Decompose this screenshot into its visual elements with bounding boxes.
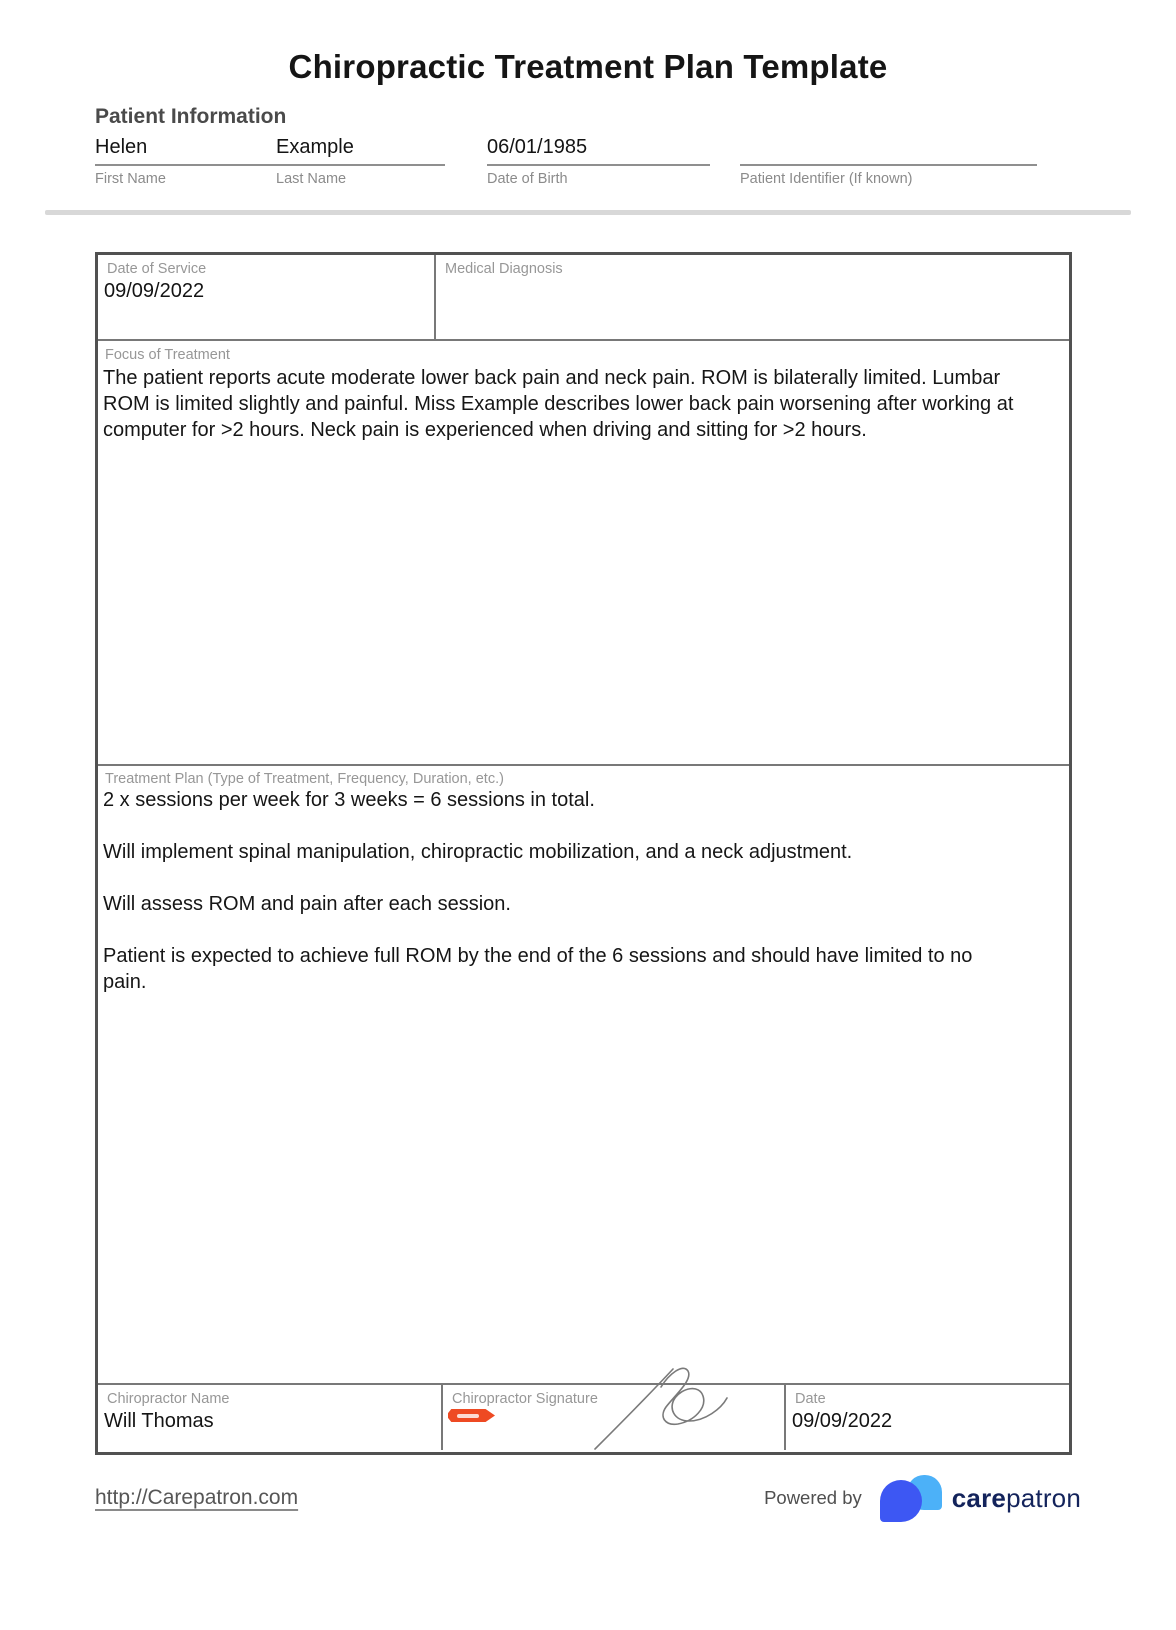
date-value: 09/09/2022: [792, 1410, 893, 1432]
focus-of-treatment-label: Focus of Treatment: [105, 347, 230, 363]
name-field-group: [95, 136, 445, 187]
treatment-plan-cell[interactable]: [98, 766, 1069, 1385]
treatment-plan-label: Treatment Plan (Type of Treatment, Frequency, Duration, etc.): [105, 771, 504, 787]
powered-by-text: Powered by: [764, 1487, 862, 1508]
date-label: Date: [795, 1391, 826, 1407]
treatment-plan-text: [98, 787, 1010, 995]
treatment-plan-paragraph: Will assess ROM and pain after each session.: [103, 893, 511, 915]
carepatron-logo-icon: [880, 1473, 944, 1523]
date-cell[interactable]: [786, 1385, 1069, 1450]
date-of-service-label: Date of Service: [107, 261, 207, 277]
date-of-birth-label: Date of Birth: [487, 171, 568, 187]
table-row: [98, 1385, 1069, 1450]
treatment-plan-paragraph: 2 x sessions per week for 3 weeks = 6 sessions in total.: [103, 789, 595, 811]
date-of-birth-field[interactable]: 06/01/1985: [487, 136, 588, 158]
medical-diagnosis-value: [436, 277, 1069, 280]
page-title: Chiropractic Treatment Plan Template: [288, 48, 888, 85]
last-name-field[interactable]: Example: [276, 136, 354, 158]
chiropractor-name-label: Chiropractor Name: [107, 1391, 230, 1407]
first-name-field[interactable]: Helen: [95, 136, 148, 158]
treatment-plan-paragraph: Will implement spinal manipulation, chiropractic mobilization, and a neck adjustment.: [103, 841, 853, 863]
patient-information-fields: [95, 136, 1037, 187]
signature-icon: [589, 1353, 749, 1453]
section-divider: [45, 210, 1131, 215]
signature-tag-icon[interactable]: [448, 1409, 495, 1422]
chiropractor-signature-cell[interactable]: [443, 1385, 786, 1450]
date-of-service-value: 09/09/2022: [104, 280, 205, 302]
medical-diagnosis-cell[interactable]: [436, 255, 1069, 339]
chiropractor-name-value: Will Thomas: [104, 1410, 214, 1432]
date-of-service-cell[interactable]: [98, 255, 436, 339]
patient-information-heading: Patient Information: [95, 105, 287, 128]
carepatron-link[interactable]: http://Carepatron.com: [95, 1486, 299, 1509]
patient-identifier-field-group: [740, 136, 1037, 187]
first-name-label: First Name: [95, 171, 166, 187]
chiropractor-name-cell[interactable]: [98, 1385, 443, 1450]
medical-diagnosis-label: Medical Diagnosis: [445, 261, 563, 277]
treatment-plan-table: [95, 252, 1072, 1455]
patient-identifier-label: Patient Identifier (If known): [740, 171, 913, 187]
carepatron-wordmark: carepatron: [951, 1482, 1081, 1513]
table-row: [98, 255, 1069, 341]
focus-of-treatment-cell[interactable]: [98, 341, 1069, 766]
dob-field-group: [487, 136, 710, 187]
powered-by-footer: [764, 1472, 1081, 1524]
chiropractor-signature-label: Chiropractor Signature: [452, 1391, 598, 1407]
treatment-plan-paragraph: Patient is expected to achieve full ROM by the end of the 6 sessions and should have limited to no pain.: [103, 945, 973, 993]
focus-of-treatment-text: The patient reports acute moderate lower back pain and neck pain. ROM is bilaterally limited. Lumbar ROM is limited slightly and painful. Miss Example describes lower back pain worsening after working at computer for >2 hours. Neck pain is experienced when driving and sitting for >2 hours.: [103, 367, 1014, 441]
last-name-label: Last Name: [276, 171, 347, 187]
